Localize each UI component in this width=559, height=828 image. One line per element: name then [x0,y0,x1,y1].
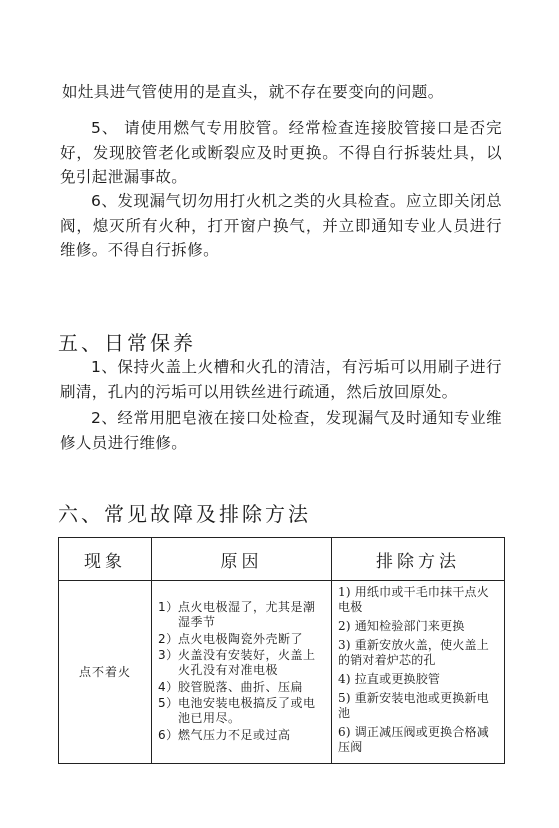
cause-text: 电池安装电极搞反了或电池已用尽。 [178,696,316,725]
header-cause: 原因 [152,538,332,581]
cause-number: 5） [158,696,179,710]
remedy-item: 3) 重新安放火盖，使火盖上的销对着炉芯的孔 [338,638,489,667]
paragraph-item-6 [60,189,502,263]
remedy-item: 5) 重新安装电池或更换新电池 [338,691,489,720]
cause-text: 燃气压力不足或过高 [178,727,291,742]
paragraph-text: 6、发现漏气切勿用打火机之类的火具检查。应立即关闭总阀，熄灭所有火种，打开窗户换气，并立即通知专业人员进行维修。不得自行拆修。 [60,192,502,259]
paragraph-maintenance-1 [60,355,502,404]
cause-item [158,696,323,726]
header-remedy: 排除方法 [332,538,505,581]
cause-item [158,632,323,647]
remedy-item: 6) 调正减压阀或更换合格减压阀 [338,725,489,754]
cause-number: 6） [158,727,179,742]
cause-cell [152,581,332,764]
cause-number: 4） [158,679,179,694]
cause-text: 火盖没有安装好，火盖上火孔没有对准电极 [178,648,316,677]
paragraph-text: 5、 请使用燃气专用胶管。经常检查连接胶管接口是否完好，发现胶管老化或断裂应及时更换。不得自行拆装灶具，以免引起泄漏事故。 [60,119,502,186]
table-header-row [59,538,505,581]
cause-item [158,680,323,695]
cause-item [158,728,323,743]
paragraph-text: 如灶具进气管使用的是直头，就不存在要变向的问题。 [62,83,444,101]
remedy-cell [332,581,505,764]
cause-item [158,600,323,630]
remedy-item: 4) 拉直或更换胶管 [338,672,441,686]
remedy-list [338,585,494,755]
header-symptom: 现象 [59,538,152,581]
section-title-daily-maintenance: 五、日常保养 [58,331,196,355]
remedy-item: 2) 通知检验部门来更换 [338,619,465,633]
cause-number: 2） [158,631,179,646]
cause-text: 点火电极陶瓷外壳断了 [178,631,304,646]
table-row [59,581,505,764]
remedy-item: 1) 用纸巾或干毛巾抹干点火电极 [338,585,489,614]
troubleshooting-table [58,537,505,764]
cause-number: 1） [158,600,179,614]
paragraph-inlet-pipe [60,80,502,105]
paragraph-text: 1、保持火盖上火槽和火孔的清洁，有污垢可以用刷子进行刷清，孔内的污垢可以用铁丝进行疏通，然后放回原处。 [60,358,502,401]
section-title-troubleshooting: 六、常见故障及排除方法 [58,502,311,526]
cause-text: 胶管脱落、曲折、压扁 [178,679,304,694]
cause-item [158,648,323,678]
symptom-cell: 点不着火 [59,581,152,764]
paragraph-item-5 [60,116,502,190]
cause-list [158,600,323,743]
paragraph-maintenance-2 [60,406,502,455]
paragraph-text: 2、经常用肥皂液在接口处检查，发现漏气及时通知专业维修人员进行维修。 [60,409,502,452]
cause-number: 3） [158,648,179,662]
cause-text: 点火电极湿了，尤其是潮湿季节 [178,600,316,629]
